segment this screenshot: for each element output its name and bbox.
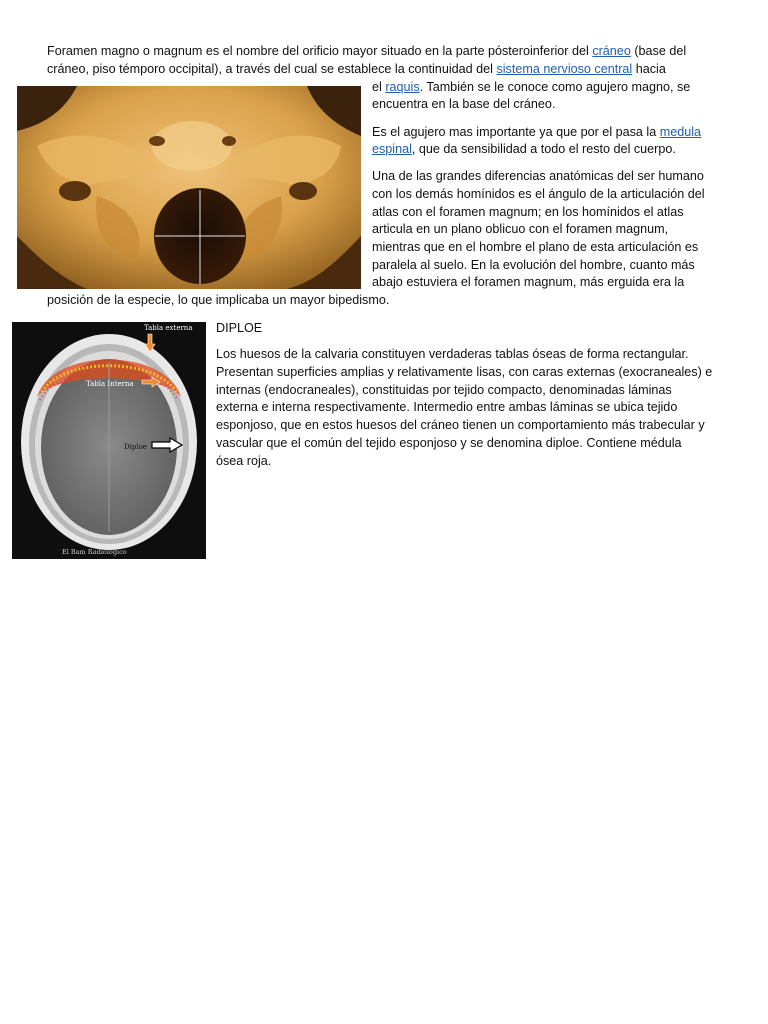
intro-text: hacia: [632, 62, 666, 76]
intro-text: (base del: [630, 44, 687, 58]
diploe-line-5: esponjoso, que en estos huesos del cráneo tienen un comportamiento más trabecular y: [216, 418, 705, 432]
intro-line-2: [47, 61, 666, 79]
para3-line-6: paralela al suelo. En la evolución del hombre, cuanto más: [372, 258, 695, 272]
diploe-line-7: ósea roja.: [216, 454, 272, 468]
diploe-line-4: externa e interna respectivamente. Intermedio entre ambas láminas se ubica tejido: [216, 400, 678, 414]
intro-line-3: [372, 79, 690, 97]
para3-line-2: con los demás homínidos es el ángulo de la articulación del: [372, 187, 705, 201]
para2-text: Es el agujero mas importante ya que por el pasa la: [372, 125, 660, 139]
ct-label-diploe: Diploe: [124, 443, 147, 451]
para2-text: , que da sensibilidad a todo el resto del cuerpo.: [411, 142, 676, 156]
diploe-heading: DIPLOE: [216, 321, 263, 335]
para3-line-4: articula en un plano oblicuo con el foramen magnum,: [372, 222, 669, 236]
craneo-link[interactable]: cráneo: [592, 44, 631, 58]
para2-line-1: [372, 124, 701, 142]
ct-label-tabla-interna: Tabla Interna: [86, 380, 134, 388]
raquis-link[interactable]: raquis: [385, 80, 420, 94]
diploe-line-1: Los huesos de la calvaria constituyen verdaderas tablas óseas de forma rectangular.: [216, 347, 689, 361]
para3-line-1: Una de las grandes diferencias anatómicas del ser humano: [372, 169, 704, 183]
para3-line-3: atlas con el foramen magnum; en los homínidos el atlas: [372, 205, 684, 219]
medula-espinal-link[interactable]: medula: [659, 125, 702, 139]
sistema-nervioso-central-link[interactable]: sistema nervioso central: [496, 62, 633, 76]
para3-line-7: abajo estuviera el foramen magnum, más erguida era la: [372, 275, 685, 289]
diploe-line-3: internas (endocraneales), constituidas por tejido compacto, denominadas láminas: [216, 383, 672, 397]
para3-line-8: posición de la especie, lo que implicaba un mayor bipedismo.: [47, 293, 390, 307]
intro-text: Foramen magno o magnum es el nombre del orificio mayor situado en la parte pósteroinferior del: [47, 44, 593, 58]
intro-text: cráneo, piso témporo occipital), a través del cual se establece la continuidad del: [47, 62, 497, 76]
ct-scan-skull-image: [12, 322, 206, 559]
diploe-line-2: Presentan superficies amplias y relativamente lisas, con caras externas (exocraneales) e: [216, 365, 713, 379]
intro-text: . También se le conoce como agujero magno, se: [419, 80, 691, 94]
diploe-line-6: vascular que el común del tejido esponjoso y se denomina diploe. Contiene médula: [216, 436, 682, 450]
ct-label-tabla-externa: Tabla externa: [144, 324, 193, 332]
para3-line-5: mientras que en el hombre el plano de esta articulación es: [372, 240, 699, 254]
medula-espinal-link-cont[interactable]: espinal: [372, 142, 412, 156]
intro-text: el: [372, 80, 386, 94]
foramen-magnum-skull-photo: [17, 86, 361, 289]
intro-line-1: [47, 43, 686, 61]
ct-watermark: El Bam Radiológico: [62, 548, 127, 556]
intro-line-4: encuentra en la base del cráneo.: [372, 97, 556, 111]
para2-line-2: [372, 141, 676, 159]
